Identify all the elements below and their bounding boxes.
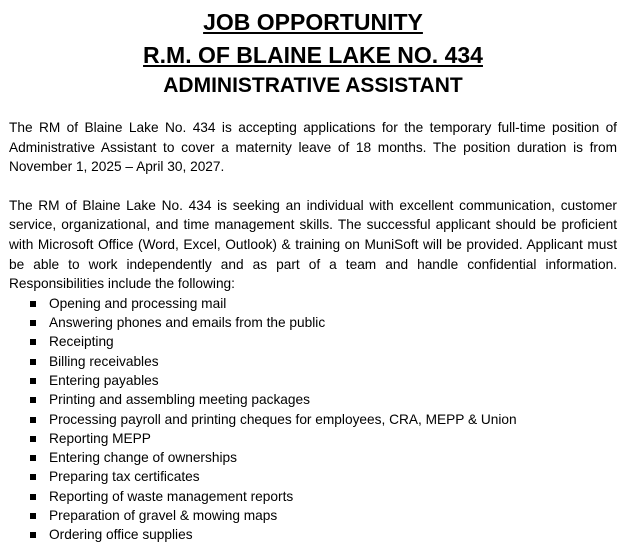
list-item: [30, 506, 617, 525]
heading-job-opportunity: JOB OPPORTUNITY: [203, 9, 423, 35]
square-bullet-icon: [30, 455, 36, 461]
list-item: [30, 352, 617, 371]
list-item: [30, 525, 617, 544]
square-bullet-icon: [30, 359, 36, 365]
list-item: [30, 487, 617, 506]
list-item: [30, 448, 617, 467]
list-item-text: Answering phones and emails from the public: [49, 315, 326, 331]
list-item: [30, 467, 617, 486]
square-bullet-icon: [30, 417, 36, 423]
heading-position: ADMINISTRATIVE ASSISTANT: [163, 74, 463, 97]
list-item: [30, 410, 617, 429]
list-item-text: Billing receivables: [49, 353, 159, 369]
responsibilities-list: [9, 294, 617, 545]
list-item: [30, 371, 617, 390]
list-item: [30, 332, 617, 351]
paragraph-requirements: The RM of Blaine Lake No. 434 is seeking an individual with excellent communication, customer service, organizational, and time management skills. The successful applicant should be proficient with Microsoft Office (Word, Excel, Outlook) & training on MuniSoft will be provided. Applicant must be able to work independently and as part of a team and handle confidential information. Responsibilities include the following:: [9, 197, 617, 292]
square-bullet-icon: [30, 532, 36, 538]
square-bullet-icon: [30, 436, 36, 442]
list-item-text: Preparation of gravel & mowing maps: [49, 508, 278, 524]
list-item-text: Preparing tax certificates: [49, 469, 200, 485]
list-item: [30, 294, 617, 313]
list-item-text: Ordering office supplies: [49, 527, 193, 543]
list-item-text: Processing payroll and printing cheques for employees, CRA, MEPP & Union: [49, 411, 517, 427]
square-bullet-icon: [30, 339, 36, 345]
list-item-text: Receipting: [49, 334, 114, 350]
square-bullet-icon: [30, 513, 36, 519]
list-item-text: Reporting of waste management reports: [49, 488, 294, 504]
paragraph-position-summary: The RM of Blaine Lake No. 434 is accepting applications for the temporary full-time position of Administrative Assistant to cover a maternity leave of 18 months. The position duration is from November 1, 2025 – April 30, 2027.: [9, 120, 617, 175]
square-bullet-icon: [30, 494, 36, 500]
square-bullet-icon: [30, 397, 36, 403]
list-item-text: Opening and processing mail: [49, 295, 227, 311]
square-bullet-icon: [30, 474, 36, 480]
square-bullet-icon: [30, 320, 36, 326]
list-item: [30, 429, 617, 448]
list-item-text: Entering change of ownerships: [49, 450, 237, 466]
list-item-text: Reporting MEPP: [49, 430, 151, 446]
list-item: [30, 313, 617, 332]
list-item-text: Printing and assembling meeting packages: [49, 392, 310, 408]
heading-organization: R.M. OF BLAINE LAKE NO. 434: [143, 42, 483, 68]
square-bullet-icon: [30, 301, 36, 307]
list-item: [30, 390, 617, 409]
square-bullet-icon: [30, 378, 36, 384]
list-item-text: Entering payables: [49, 372, 159, 388]
